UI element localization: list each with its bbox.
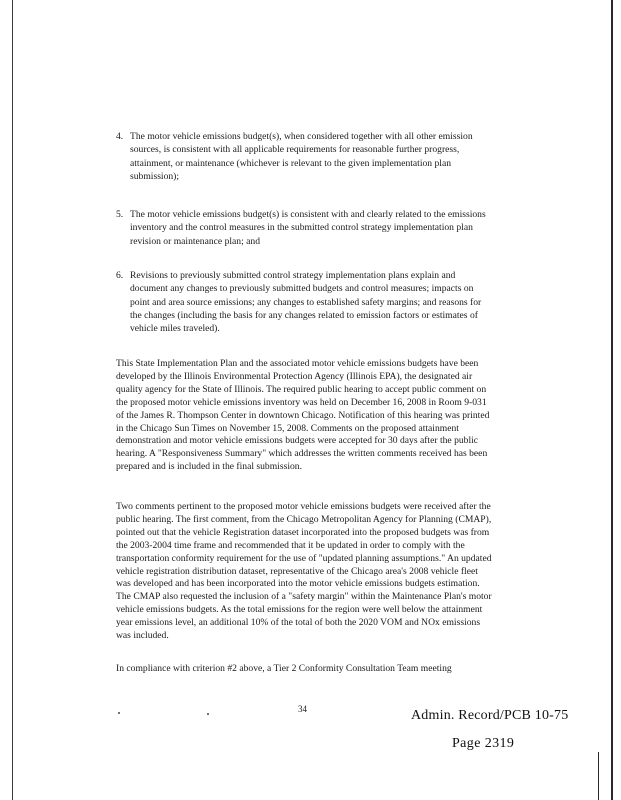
criterion-item-5 bbox=[116, 208, 486, 248]
paragraph-sip-development: This State Implementation Plan and the associated motor vehicle emissions budgets have been developed by the Illinois Environmental Protection Agency (Illinois EPA), the designated air quality agency for the State of Illinois. The required public hearing to accept public comment on the proposed motor vehicle emissions inventory was held on December 16, 2008 in Room 9-031 of the James R. Thompson Center in downtown Chicago. Notification of this hearing was printed in the Chicago Sun Times on November 15, 2008. Comments on the proposed attainment demonstration and motor vehicle emissions budgets were accepted for 30 days after the public hearing. A "Responsiveness Summary" which addresses the written comments received has been prepared and is included in the final submission. bbox=[116, 358, 490, 473]
criterion-number: 6. bbox=[116, 270, 124, 281]
criterion-text: Revisions to previously submitted control strategy implementation plans explain and document any changes to previously submitted budgets and control measures; impacts on point and area source emissions; any changes to established safety margins; and reasons for the changes (including the basis for any changes related to emission factors or estimates of vehicle miles traveled). bbox=[130, 270, 482, 335]
page-stamp: Page 2319 bbox=[452, 736, 515, 751]
criterion-number: 5. bbox=[116, 209, 124, 220]
paragraph-compliance: In compliance with criterion #2 above, a Tier 2 Conformity Consultation Team meeting bbox=[116, 663, 452, 674]
scan-speck bbox=[207, 713, 209, 715]
paragraph-comments: Two comments pertinent to the proposed motor vehicle emissions budgets were received after the public hearing. The first comment, from the Chicago Metropolitan Agency for Planning (CMAP), pointed out that the vehicle Registration dataset incorporated into the proposed budgets was from the 2003-2004 time frame and recommended that it be updated in order to comply with the transportation conformity requirement for the use of "updated planning assumptions." An updated vehicle registration distribution dataset, representative of the Chicago area's 2008 vehicle fleet was developed and has been incorporated into the motor vehicle emissions budgets estimation. The CMAP also requested the inclusion of a "safety margin" within the Maintenance Plan's motor vehicle emissions budgets. As the total emissions for the region were well below the attainment year emissions level, an additional 10% of the total of both the 2020 VOM and NOx emissions was included. bbox=[116, 501, 492, 642]
page-number: 34 bbox=[298, 704, 307, 714]
scan-edge-left bbox=[12, 0, 13, 800]
scan-speck bbox=[118, 712, 120, 714]
scan-edge-right bbox=[611, 0, 613, 800]
admin-record-stamp: Admin. Record/PCB 10-75 bbox=[411, 708, 569, 723]
criterion-item-6 bbox=[116, 269, 486, 335]
criterion-text: The motor vehicle emissions budget(s) is consistent with and clearly related to the emissions inventory and the control measures in the submitted control strategy implementation plan revision or maintenance plan; and bbox=[130, 209, 486, 247]
criterion-number: 4. bbox=[116, 131, 124, 142]
scan-mark bbox=[598, 752, 599, 800]
criterion-item-4 bbox=[116, 130, 486, 183]
criterion-text: The motor vehicle emissions budget(s), when considered together with all other emission sources, is consistent with all applicable requirements for reasonable further progress, attainment, or maintenance (whichever is relevant to the given implementation plan submission); bbox=[130, 131, 473, 182]
